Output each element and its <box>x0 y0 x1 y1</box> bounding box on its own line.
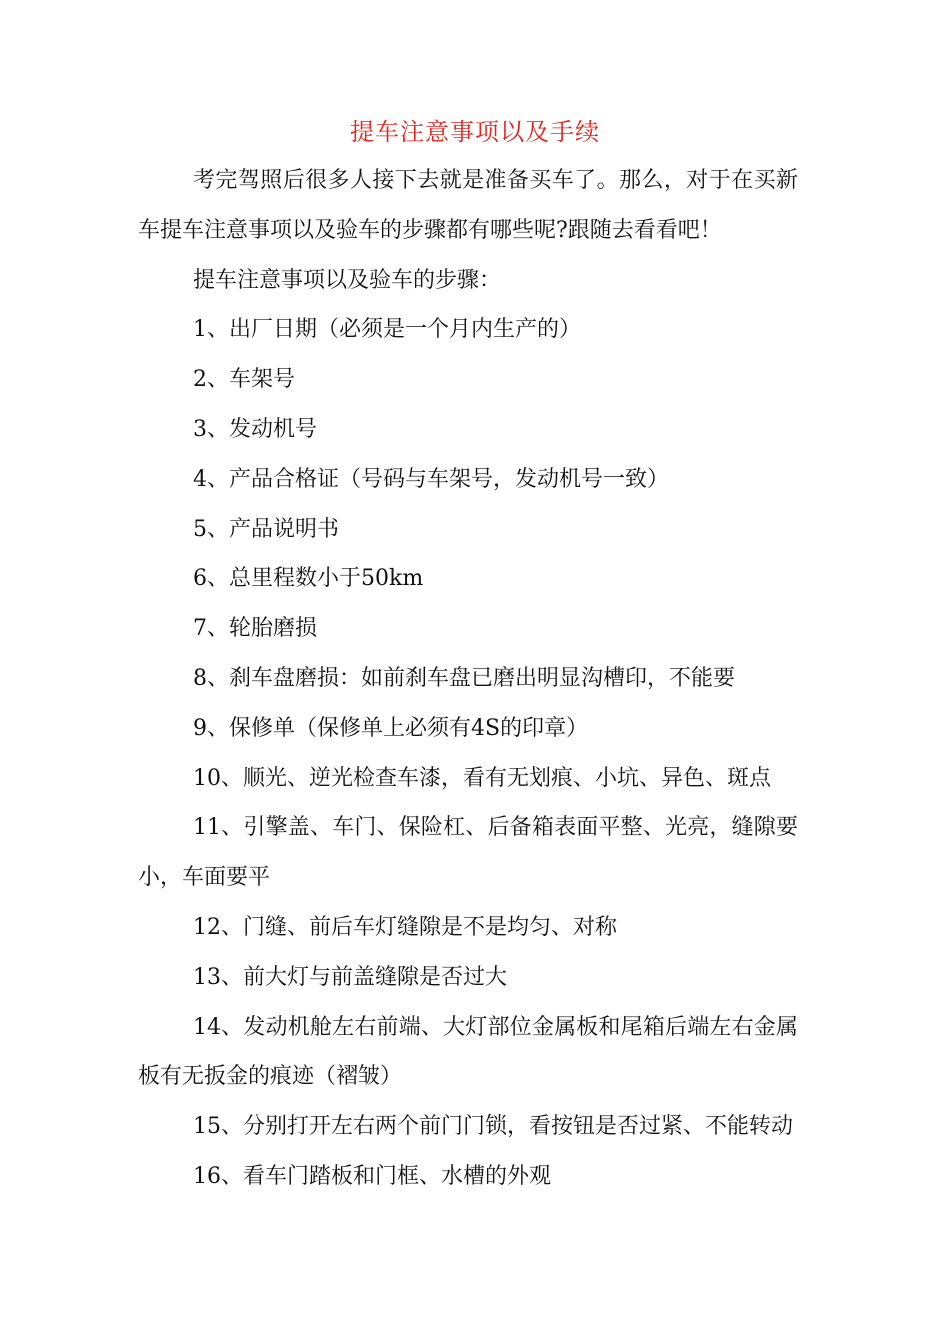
list-item: 14、发动机舱左右前端、大灯部位金属板和尾箱后端左右金属板有无扳金的痕迹（褶皱） <box>138 1014 798 1090</box>
list-item: 1、出厂日期（必须是一个月内生产的） <box>193 317 581 343</box>
list-item: 4、产品合格证（号码与车架号，发动机号一致） <box>193 466 669 492</box>
list-item: 5、产品说明书 <box>193 516 339 542</box>
list-item: 10、顺光、逆光检查车漆，看有无划痕、小坑、异色、斑点 <box>193 765 771 791</box>
list-item: 8、刹车盘磨损：如前刹车盘已磨出明显沟槽印，不能要 <box>193 665 735 691</box>
list-item: 16、看车门踏板和门框、水槽的外观 <box>193 1163 551 1189</box>
list-item: 7、轮胎磨损 <box>193 616 317 642</box>
list-item: 6、总里程数小于50km <box>193 566 424 592</box>
list-item: 3、发动机号 <box>193 416 317 442</box>
paragraph-steps-heading: 提车注意事项以及验车的步骤： <box>193 267 502 293</box>
list-item: 12、门缝、前后车灯缝隙是不是均匀、对称 <box>193 914 617 940</box>
document-body <box>138 156 798 1202</box>
paragraph-intro: 考完驾照后很多人接下去就是准备买车了。那么，对于在买新车提车注意事项以及验车的步骤都有哪些呢?跟随去看看吧！ <box>138 168 798 243</box>
list-item: 9、保修单（保修单上必须有4S的印章） <box>193 715 589 741</box>
document-title: 提车注意事项以及手续 <box>350 118 600 146</box>
list-item: 13、前大灯与前盖缝隙是否过大 <box>193 964 507 990</box>
list-item: 11、引擎盖、车门、保险杠、后备箱表面平整、光亮，缝隙要小，车面要平 <box>138 815 798 891</box>
list-item: 2、车架号 <box>193 367 295 393</box>
list-item: 15、分别打开左右两个前门门锁，看按钮是否过紧、不能转动 <box>193 1114 793 1140</box>
